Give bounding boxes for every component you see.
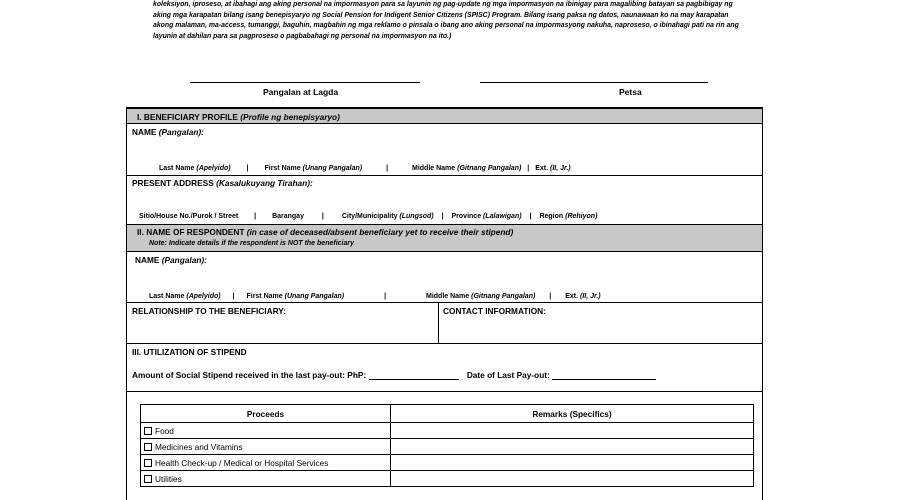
- checkbox-medicines[interactable]: [144, 443, 152, 451]
- present-address-label: PRESENT ADDRESS (Kasalukuyang Tirahan):: [132, 178, 313, 188]
- stipend-amount-row: [132, 370, 656, 380]
- section2-title: II. NAME OF RESPONDENT: [137, 227, 245, 237]
- section2-note: Note: Indicate details if the respondent is NOT the beneficiary: [149, 240, 354, 247]
- relationship-label: RELATIONSHIP TO THE BENEFICIARY:: [132, 306, 286, 316]
- date-label: Petsa: [619, 87, 642, 97]
- proceeds-cell: Food: [141, 423, 391, 439]
- beneficiary-name-label: NAME (Pangalan):: [132, 127, 204, 137]
- contact-info-label: CONTACT INFORMATION:: [443, 306, 546, 316]
- stipend-amount-field[interactable]: [369, 371, 459, 380]
- remarks-cell[interactable]: [391, 455, 754, 471]
- respondent-name-label: NAME (Pangalan):: [135, 255, 207, 265]
- section3-title: III. UTILIZATION OF STIPEND: [132, 347, 247, 357]
- remarks-header: Remarks (Specifics): [391, 405, 754, 423]
- divider: [438, 302, 439, 343]
- remarks-cell[interactable]: [391, 439, 754, 455]
- table-header-row: [141, 405, 754, 423]
- section2-title-note: (in case of deceased/absent beneficiary yet to receive their stipend): [246, 227, 514, 237]
- consent-text: koleksiyon, iproseso, at ibahagi ang aking personal na impormasyon para sa layunin ng pag-update ng mga impormasyon na ibinigay para magalibing batayan sa pagbibigay ng aking mga karapatan bilang isang benepisyaryo ng Social Pension for Indigent Senior Citizens (SPISC) Program. Bilang isang paksa ng datos, naunawaan ko na may karapatan akong malaman, ma-access, tumanggi, baguhin, magbahin ng mga reklamo o pinsala o ibang ano aking personal na impormasyong nakuha, naproseso, o ibinahagi pati na rin ang layunin at dahilan para sa pagproseso o pagbabahagi ng personal na impormasyon na ito.): [153, 1, 739, 40]
- remarks-cell[interactable]: [391, 471, 754, 487]
- table-row: [141, 439, 754, 455]
- section1-header: [127, 108, 762, 124]
- divider: [127, 391, 762, 392]
- address-fields: Sitio/House No./Purok / Street | Barangay | City/Municipality (Lungsod) | Province (Lalawigan) | Region (Rehiyon): [139, 213, 598, 220]
- remarks-cell[interactable]: [391, 423, 754, 439]
- section1-title-tl: (Profile ng benepisyaryo): [240, 112, 340, 122]
- table-row: [141, 423, 754, 439]
- date-line: [480, 82, 708, 83]
- divider: [127, 343, 762, 344]
- section1-title: I. BENEFICIARY PROFILE: [137, 112, 238, 122]
- beneficiary-name-fields: Last Name (Apelyido) | First Name (Unang Pangalan) | Middle Name (Gitnang Pangalan) | Ext. (II, Jr.): [159, 165, 571, 172]
- beneficiary-form: [126, 107, 763, 500]
- divider: [127, 175, 762, 176]
- checkbox-food[interactable]: [144, 427, 152, 435]
- respondent-name-fields: Last Name (Apelyido) | First Name (Unang Pangalan) | Middle Name (Gitnang Pangalan) | Ext. (II, Jr.): [149, 293, 601, 300]
- proceeds-header: Proceeds: [141, 405, 391, 423]
- table-row: [141, 455, 754, 471]
- checkbox-health[interactable]: [144, 459, 152, 467]
- divider: [127, 302, 762, 303]
- signature-label: Pangalan at Lagda: [263, 87, 339, 97]
- proceeds-cell: Medicines and Vitamins: [141, 439, 391, 455]
- last-payout-date-label: Date of Last Pay-out:: [466, 370, 550, 380]
- checkbox-utilities[interactable]: [144, 475, 152, 483]
- table-row: [141, 471, 754, 487]
- signature-line: [190, 82, 420, 83]
- stipend-amount-label: Amount of Social Stipend received in the last pay-out: PhP:: [132, 370, 367, 380]
- section2-header: [127, 224, 762, 252]
- last-payout-date-field[interactable]: [552, 371, 656, 380]
- proceeds-cell: Utilities: [141, 471, 391, 487]
- proceeds-cell: Health Check-up / Medical or Hospital Services: [141, 455, 391, 471]
- proceeds-table: [140, 404, 754, 487]
